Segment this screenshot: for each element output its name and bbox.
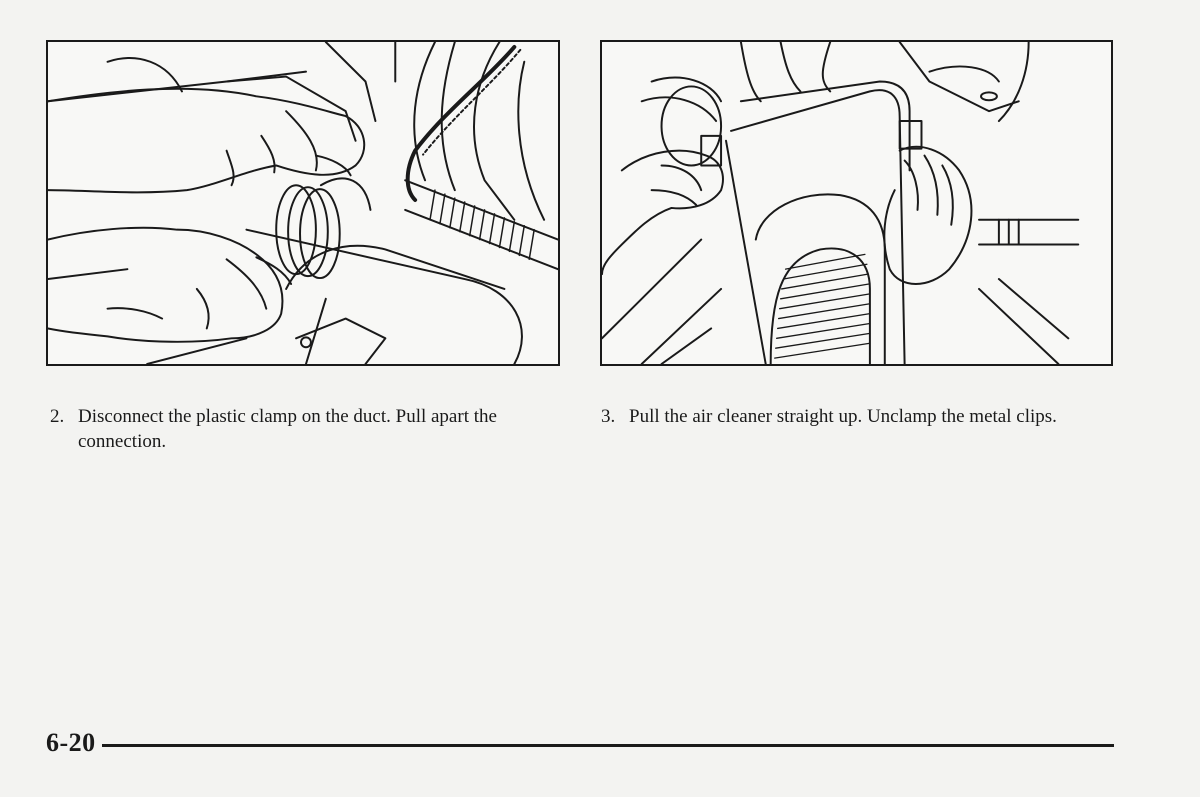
hands-lifting-air-cleaner-illustration: [602, 42, 1111, 364]
step-text: Disconnect the plastic clamp on the duct. Pull apart the connection.: [78, 406, 497, 452]
step-number: 3.: [601, 406, 616, 427]
air-cleaner-illustration: [600, 40, 1113, 366]
page-footer: [46, 726, 1114, 760]
step-text: Pull the air cleaner straight up. Unclamp the metal clips.: [629, 406, 1057, 427]
step-number: 2.: [50, 406, 65, 427]
step-2-caption: [50, 404, 550, 454]
duct-clamp-illustration: [46, 40, 560, 366]
footer-rule: [102, 744, 1114, 747]
hands-releasing-duct-clamp-illustration: [48, 42, 558, 364]
page-number: 6-20: [46, 728, 96, 757]
step-3-caption: [601, 404, 1071, 429]
